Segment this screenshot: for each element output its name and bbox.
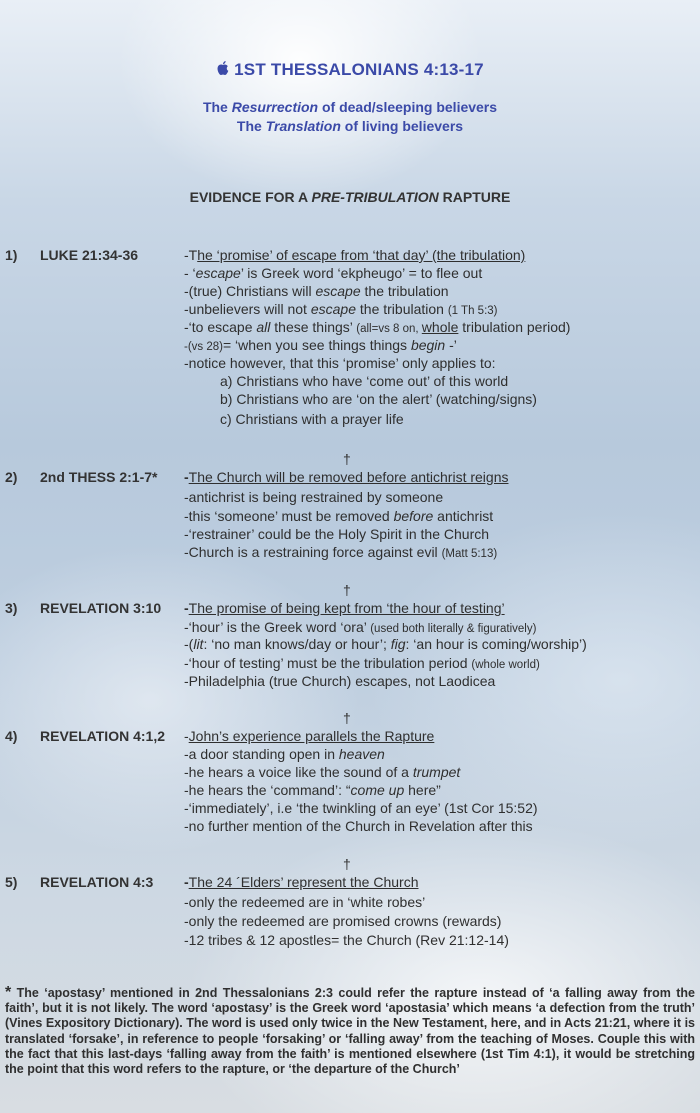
section-5-line: -only the redeemed are promised crowns (rewards) — [184, 913, 502, 929]
section-4-line: -‘immediately’, i.e ‘the twinkling of an eye’ (1st Cor 15:52) — [184, 800, 538, 816]
apple-icon — [216, 60, 230, 76]
section-4-line: -he hears the ‘command’: “come up here” — [184, 782, 441, 798]
section-1-line: - ‘escape’ is Greek word ‘ekpheugo’ = to flee out — [184, 265, 483, 281]
section-4-line: -a door standing open in heaven — [184, 746, 385, 762]
title-text: 1ST THESSALONIANS 4:13-17 — [234, 60, 484, 79]
section-3-heading: -The promise of being kept from ‘the hour of testing’ — [184, 600, 505, 616]
section-1-line: -(true) Christians will escape the tribulation — [184, 283, 449, 299]
section-4-line: -he hears a voice like the sound of a trumpet — [184, 764, 461, 780]
subtitle-resurrection: The Resurrection of dead/sleeping believers — [202, 99, 498, 115]
section-1-reference: LUKE 21:34-36 — [40, 247, 139, 263]
section-2-line: -‘restrainer’ could be the Holy Spirit in the Church — [184, 526, 490, 542]
section-5-heading: -The 24 ´Elders’ represent the Church — [184, 874, 419, 890]
footnote: * The ‘apostasy’ mentioned in 2nd Thessalonians 2:3 could refer the rapture instead of ‘a falling away from the faith’, but it is not likely. The word ‘apostasy’ is the Greek word ‘apostasia’ which means ‘a defection from the truth’ (Vines Expository Dictionary). The word is used only twice in the New Testament, here, and in Acts 21:21, where it is translated ‘forsake’, in reference to people ‘forsaking’ or ‘falling away’ from the teaching of Moses. Couple this with the fact that this last-days ‘falling away from the faith’ is mentioned elsewhere (1st Tim 4:1), it would be stretching the point that this word refers to the rapture, or ‘the departure of the Church’ — [5, 984, 695, 1077]
section-3-reference: REVELATION 3:10 — [40, 600, 162, 616]
section-3-line: -(lit: ‘no man knows/day or hour’; fig: ‘an hour is coming/worship’) — [184, 636, 587, 652]
section-1-line: -notice however, that this ‘promise’ only applies to: — [184, 355, 496, 371]
section-1-line: -(vs 28)= ‘when you see things things begin -’ — [184, 337, 457, 353]
section-2-line: -this ‘someone’ must be removed before antichrist — [184, 508, 494, 524]
section-1-number: 1) — [5, 247, 18, 263]
section-3-line: -‘hour’ is the Greek word ‘ora’ (used both literally & figuratively) — [184, 619, 537, 635]
evidence-heading: EVIDENCE FOR A PRE-TRIBULATION RAPTURE — [189, 189, 511, 205]
section-4-heading: -John’s experience parallels the Rapture — [184, 728, 435, 744]
section-1-heading: -The ‘promise’ of escape from ‘that day’ (the tribulation) — [184, 247, 526, 263]
section-2-reference: 2nd THESS 2:1-7* — [40, 469, 158, 485]
section-3-line: -‘hour of testing’ must be the tribulation period (whole world) — [184, 655, 540, 671]
section-1-line: -‘to escape all these things’ (all=vs 8 on, whole tribulation period) — [184, 319, 571, 335]
section-2-line: -Church is a restraining force against evil (Matt 5:13) — [184, 544, 498, 560]
page-title — [0, 60, 700, 80]
section-1-subitem: b) Christians who are ‘on the alert’ (watching/signs) — [220, 391, 537, 407]
section-1-line: -unbelievers will not escape the tribulation (1 Th 5:3) — [184, 301, 498, 317]
section-5-reference: REVELATION 4:3 — [40, 874, 154, 890]
section-3-line: -Philadelphia (true Church) escapes, not Laodicea — [184, 673, 496, 689]
section-2-line: -antichrist is being restrained by someone — [184, 489, 444, 505]
section-2-number: 2) — [5, 469, 18, 485]
subtitle-translation: The Translation of living believers — [236, 118, 464, 134]
dagger-divider: † — [343, 710, 351, 726]
section-4-reference: REVELATION 4:1,2 — [40, 728, 165, 744]
section-1-subitem: a) Christians who have ‘come out’ of this world — [220, 373, 509, 389]
section-5-line: -12 tribes & 12 apostles= the Church (Rev 21:12-14) — [184, 932, 509, 948]
dagger-divider: † — [343, 856, 351, 872]
dagger-divider: † — [343, 451, 351, 467]
section-4-number: 4) — [5, 728, 18, 744]
dagger-divider: † — [343, 582, 351, 598]
section-5-line: -only the redeemed are in ‘white robes’ — [184, 894, 426, 910]
section-5-number: 5) — [5, 874, 18, 890]
section-1-subitem: c) Christians with a prayer life — [220, 411, 404, 427]
section-4-line: -no further mention of the Church in Revelation after this — [184, 818, 533, 834]
section-3-number: 3) — [5, 600, 18, 616]
section-2-heading: -The Church will be removed before antichrist reigns — [184, 469, 509, 485]
